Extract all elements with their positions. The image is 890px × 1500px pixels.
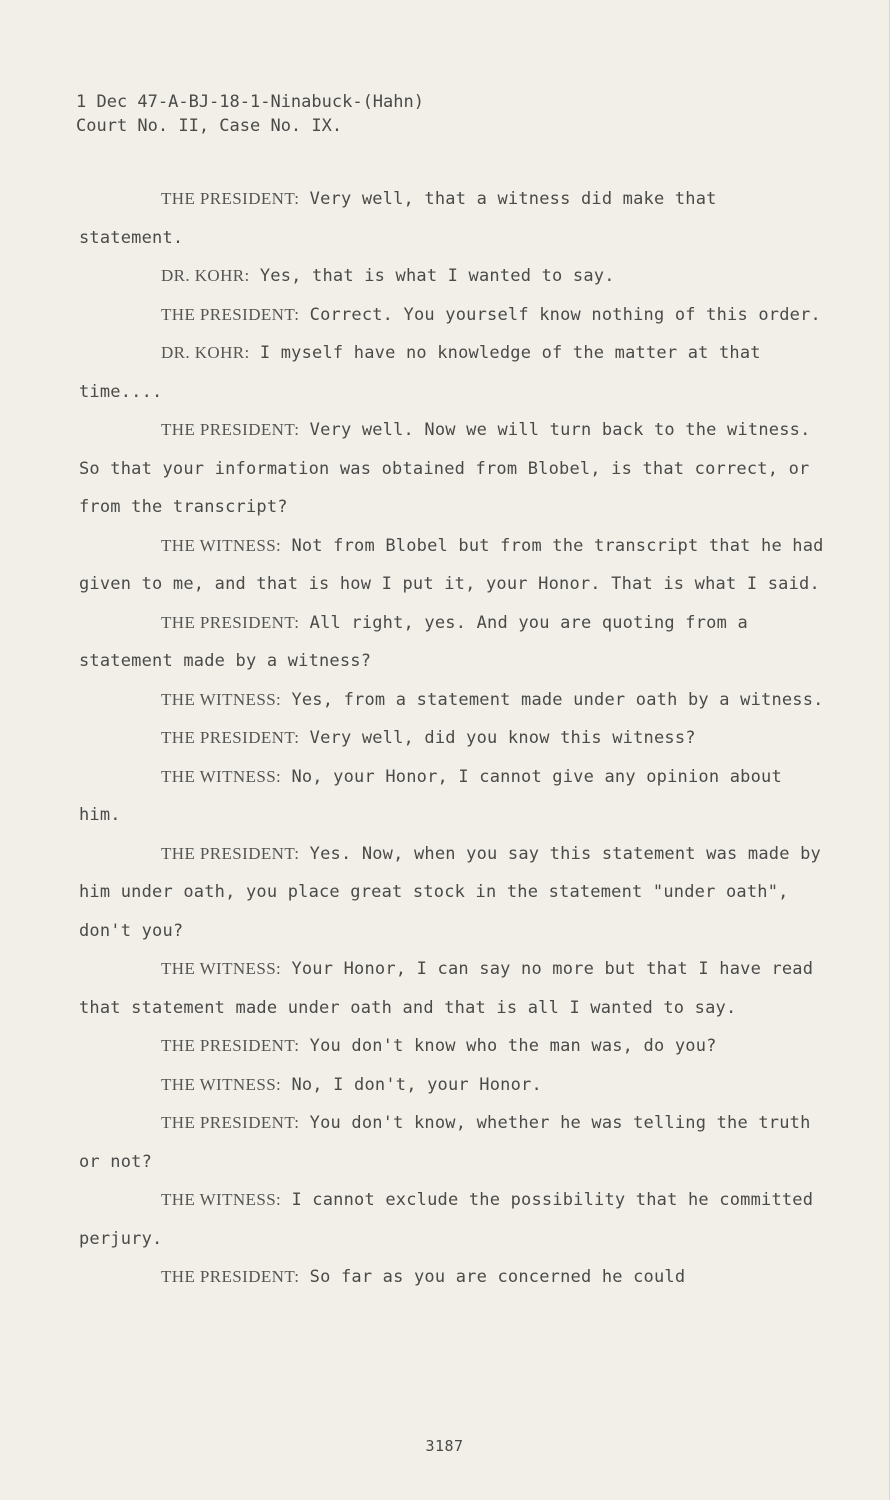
speaker-label: THE PRESIDENT:: [161, 304, 300, 324]
transcript-paragraph: [79, 527, 829, 604]
statement-text: All right, yes. And you are quoting from a statement made by a witness?: [79, 612, 748, 671]
statement-text: So far as you are concerned he could: [309, 1267, 686, 1287]
speaker-label: THE PRESIDENT:: [161, 612, 300, 632]
transcript-paragraph: [79, 1027, 829, 1066]
statement-text: Very well, that a witness did make that statement.: [79, 189, 717, 248]
transcript-paragraph: [79, 604, 829, 681]
transcript-paragraph: [79, 411, 829, 527]
header-line-date: 1 Dec 47-A-BJ-18-1-Ninabuck-(Hahn): [76, 92, 424, 112]
statement-text: I myself have no knowledge of the matter at that time....: [79, 343, 761, 402]
speaker-label: DR. KOHR:: [161, 266, 250, 285]
statement-text: Very well. Now we will turn back to the witness. So that your information was obtained from Blobel, is that correct, or from the transcript?: [79, 420, 811, 517]
speaker-label: THE PRESIDENT:: [161, 1267, 300, 1286]
document-header: [76, 90, 424, 138]
statement-text: Not from Blobel but from the transcript that he had given to me, and that is how I put it, your Honor. That is what I said.: [79, 535, 824, 594]
speaker-label: THE PRESIDENT:: [161, 420, 300, 439]
statement-text: Yes, from a statement made under oath by a witness.: [291, 689, 824, 710]
transcript-paragraph: [79, 1104, 829, 1181]
transcript-paragraph: [79, 334, 829, 411]
transcript-paragraph: [79, 257, 829, 296]
speaker-label: THE PRESIDENT:: [161, 728, 300, 747]
transcript-paragraph: [79, 1181, 829, 1258]
speaker-label: THE WITNESS:: [161, 959, 282, 978]
transcript-paragraph: [79, 681, 829, 720]
speaker-label: THE PRESIDENT:: [161, 1113, 300, 1132]
transcript-paragraph: [79, 835, 829, 951]
statement-text: You don't know, whether he was telling the truth or not?: [79, 1113, 811, 1172]
speaker-label: THE PRESIDENT:: [161, 843, 300, 863]
speaker-label: THE PRESIDENT:: [161, 1036, 300, 1055]
speaker-label: THE WITNESS:: [161, 689, 282, 709]
statement-text: Very well, did you know this witness?: [309, 728, 696, 748]
statement-text: No, your Honor, I cannot give any opinion about him.: [79, 766, 782, 825]
header-line-court: Court No. II, Case No. IX.: [76, 116, 343, 136]
transcript-paragraph: [79, 296, 829, 335]
statement-text: Correct. You yourself know nothing of this order.: [309, 304, 821, 325]
speaker-label: THE WITNESS:: [161, 1190, 282, 1209]
transcript-paragraph: [79, 719, 829, 758]
speaker-label: THE WITNESS:: [161, 766, 282, 786]
page-number: 3187: [425, 1437, 464, 1455]
speaker-label: THE PRESIDENT:: [161, 189, 300, 208]
speaker-label: THE WITNESS:: [161, 535, 282, 555]
transcript-paragraph: [79, 1258, 829, 1297]
transcript-paragraph: [79, 180, 829, 257]
statement-text: I cannot exclude the possibility that he committed perjury.: [79, 1190, 814, 1249]
statement-text: Your Honor, I can say no more but that I have read that statement made under oath and that is all I wanted to say.: [79, 959, 814, 1018]
statement-text: Yes, that is what I wanted to say.: [259, 266, 615, 286]
statement-text: No, I don't, your Honor.: [291, 1074, 542, 1095]
transcript-paragraph: [79, 758, 829, 835]
statement-text: Yes. Now, when you say this statement was made by him under oath, you place great stock in the statement "under oath", don't you?: [79, 843, 821, 941]
speaker-label: THE WITNESS:: [161, 1074, 282, 1094]
speaker-label: DR. KOHR:: [161, 343, 250, 362]
transcript-body: [79, 180, 829, 1297]
statement-text: You don't know who the man was, do you?: [309, 1036, 717, 1056]
transcript-paragraph: [79, 1066, 829, 1105]
transcript-paragraph: [79, 950, 829, 1027]
